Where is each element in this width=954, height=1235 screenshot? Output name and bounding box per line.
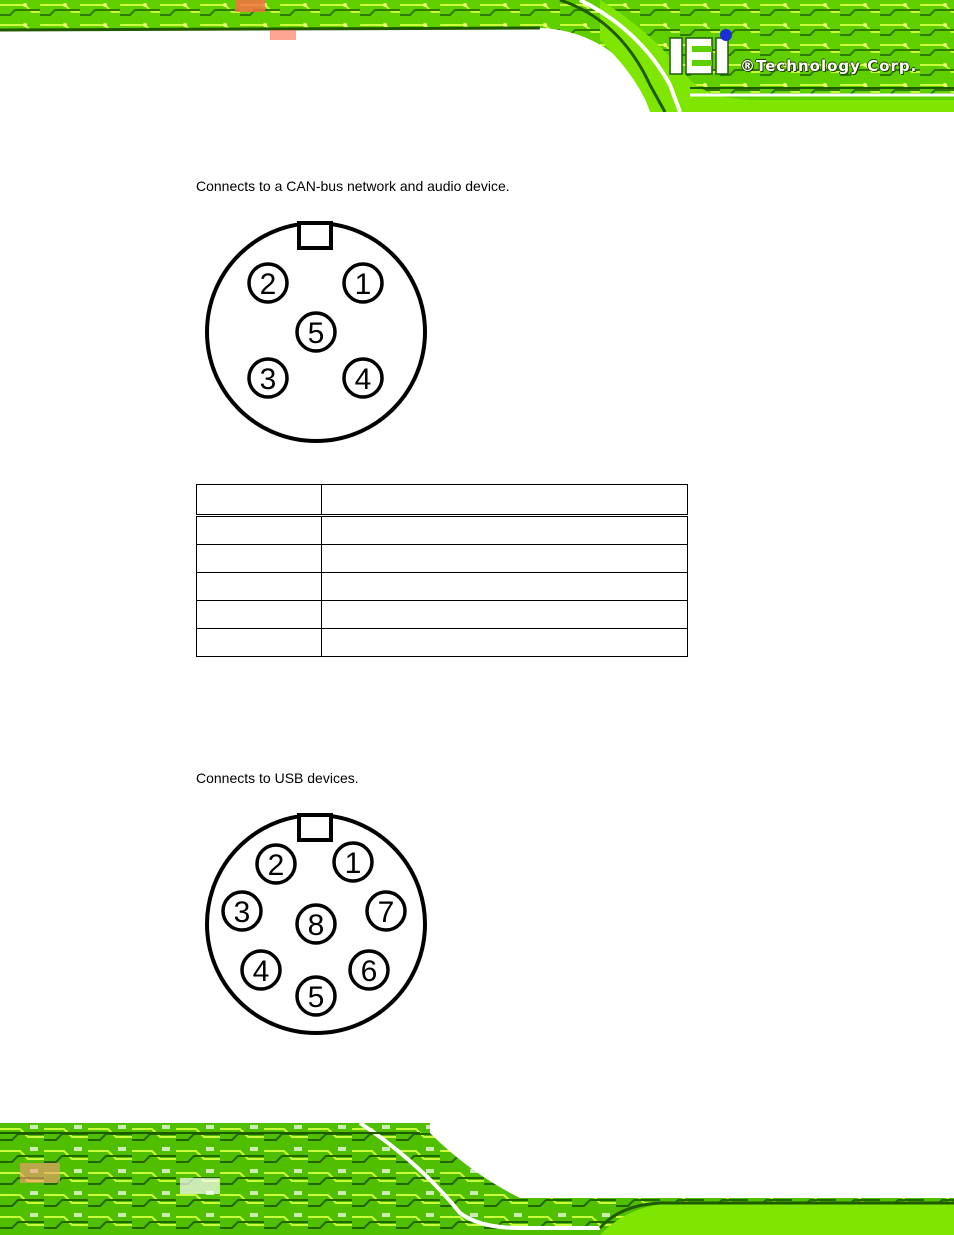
pin-2 bbox=[249, 264, 287, 302]
pin-8-label: 8 bbox=[307, 909, 325, 942]
pin-3 bbox=[223, 892, 261, 930]
iei-logo-mark bbox=[664, 24, 744, 80]
table-row bbox=[197, 485, 688, 516]
pcb-footer-art bbox=[0, 1123, 954, 1235]
table-cell bbox=[322, 545, 688, 573]
table-row bbox=[197, 516, 688, 545]
pin-1 bbox=[334, 843, 372, 881]
pin-2-label: 2 bbox=[267, 849, 285, 882]
usb-connector-diagram bbox=[200, 810, 432, 1038]
pin-3-label: 3 bbox=[233, 896, 251, 929]
usb-description: Connects to USB devices. bbox=[196, 770, 359, 786]
table-cell bbox=[322, 629, 688, 657]
can-bus-description: Connects to a CAN-bus network and audio device. bbox=[196, 178, 510, 194]
table-cell bbox=[322, 485, 688, 516]
table-row bbox=[197, 629, 688, 657]
pin-5-label: 5 bbox=[307, 317, 325, 350]
iei-logo bbox=[664, 24, 954, 84]
pin-4 bbox=[242, 951, 280, 989]
pin-4 bbox=[344, 359, 382, 397]
pin-5 bbox=[297, 977, 335, 1015]
pin-5-label: 5 bbox=[307, 981, 325, 1014]
pin-1-label: 1 bbox=[354, 268, 372, 301]
table-row bbox=[197, 601, 688, 629]
connector-key-notch bbox=[299, 223, 331, 248]
pin-1-label: 1 bbox=[344, 847, 362, 880]
pin-8 bbox=[297, 905, 335, 943]
table-cell bbox=[197, 601, 322, 629]
pin-7 bbox=[367, 892, 405, 930]
pin-7-label: 7 bbox=[377, 896, 395, 929]
pin-1 bbox=[344, 264, 382, 302]
table-cell bbox=[197, 573, 322, 601]
pin-3 bbox=[249, 359, 287, 397]
pin-6-label: 6 bbox=[360, 955, 378, 988]
table-cell bbox=[197, 485, 322, 516]
pin-4-label: 4 bbox=[354, 363, 372, 396]
connector-key-notch bbox=[299, 815, 331, 840]
table-cell bbox=[197, 516, 322, 545]
pin-2-label: 2 bbox=[259, 268, 277, 301]
table-cell bbox=[322, 601, 688, 629]
footer-pcb-banner bbox=[0, 1123, 954, 1235]
table-cell bbox=[197, 629, 322, 657]
table-cell bbox=[322, 516, 688, 545]
pin-4-label: 4 bbox=[252, 955, 270, 988]
pin-6 bbox=[350, 951, 388, 989]
can-bus-connector-diagram bbox=[200, 218, 432, 446]
table-cell bbox=[322, 573, 688, 601]
pin-3-label: 3 bbox=[259, 363, 277, 396]
can-bus-pinout-table bbox=[196, 484, 688, 657]
table-row bbox=[197, 545, 688, 573]
pin-2 bbox=[257, 845, 295, 883]
table-row bbox=[197, 573, 688, 601]
brand-name: ®Technology Corp. bbox=[740, 57, 918, 75]
pin-5 bbox=[297, 313, 335, 351]
table-cell bbox=[197, 545, 322, 573]
